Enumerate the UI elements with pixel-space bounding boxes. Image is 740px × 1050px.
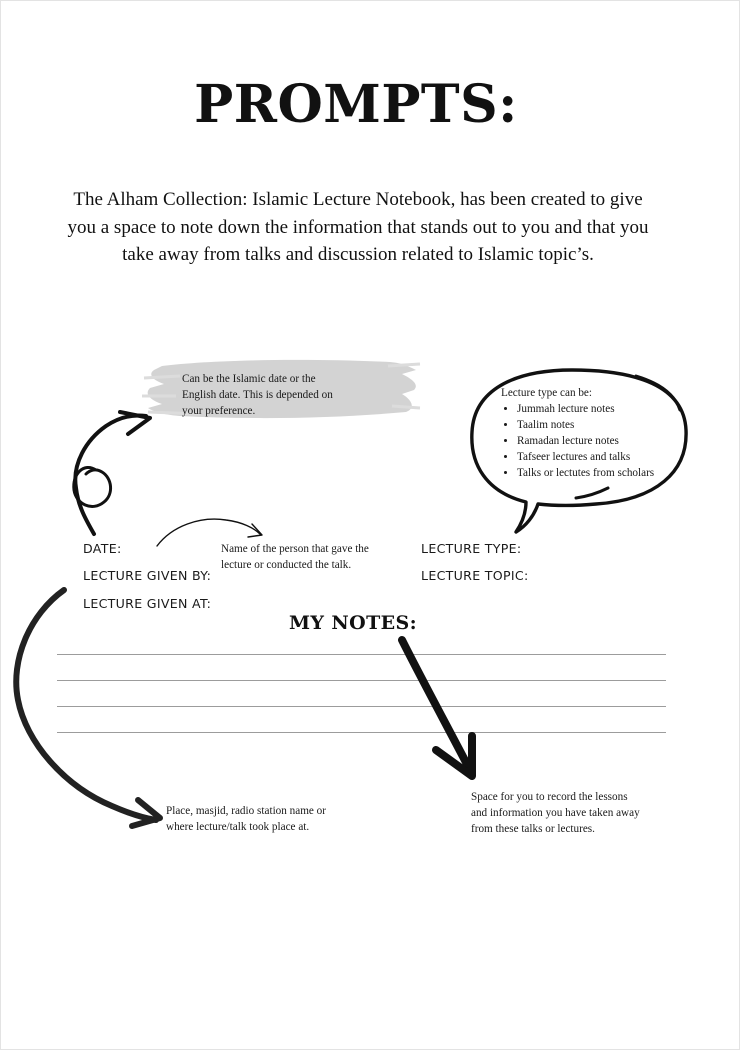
date-label: DATE: (83, 541, 122, 556)
speaker-hint-line: Name of the person that gave the (221, 543, 369, 555)
list-item: • Ramadan lecture notes (517, 433, 654, 449)
intro-line: take away from talks and discussion related to Islamic topic’s. (122, 244, 594, 265)
lecture-types-intro: Lecture type can be: (501, 387, 593, 399)
speaker-hint (221, 541, 369, 573)
speaker-hint-line: lecture or conducted the talk. (221, 559, 352, 571)
lecture-given-at-label: LECTURE GIVEN AT: (83, 596, 212, 611)
loop-arrow-icon (74, 412, 150, 534)
date-hint (182, 371, 333, 419)
lecture-types-list (501, 385, 654, 481)
list-item: • Taalim notes (517, 417, 654, 433)
lecture-topic-label: LECTURE TOPIC: (421, 568, 529, 583)
straight-arrow-icon (402, 640, 472, 776)
date-hint-line: English date. This is depended on (182, 389, 333, 401)
lecture-given-by-label: LECTURE GIVEN BY: (83, 568, 212, 583)
lecture-type-label: LECTURE TYPE: (421, 541, 522, 556)
notes-title: MY NOTES: (288, 612, 418, 634)
list-item: • Jummah lecture notes (517, 401, 654, 417)
location-hint (166, 803, 326, 835)
date-hint-line: Can be the Islamic date or the (182, 373, 316, 385)
note-line (57, 706, 666, 707)
notes-hint-line: Space for you to record the lessons (471, 791, 628, 803)
note-line (57, 680, 666, 681)
intro-line: you a space to note down the information that stands out to you and that you (67, 216, 649, 238)
notes-hint-line: and information you have taken away (471, 807, 640, 819)
notes-hint-line: from these talks or lectures. (471, 823, 595, 835)
intro-paragraph (48, 186, 668, 269)
date-hint-line: your preference. (182, 405, 256, 417)
list-item: • Talks or lectutes from scholars (517, 465, 654, 481)
intro-line: The Alham Collection: Islamic Lecture Notebook, has been created to give (73, 189, 643, 210)
list-item: • Tafseer lectures and talks (517, 449, 654, 465)
page-title: PROMPTS: (194, 74, 518, 135)
location-hint-line: Place, masjid, radio station name or (166, 805, 327, 817)
notes-hint (471, 789, 640, 837)
note-line (57, 732, 666, 733)
note-line (57, 654, 666, 655)
location-hint-line: where lecture/talk took place at. (166, 821, 310, 833)
